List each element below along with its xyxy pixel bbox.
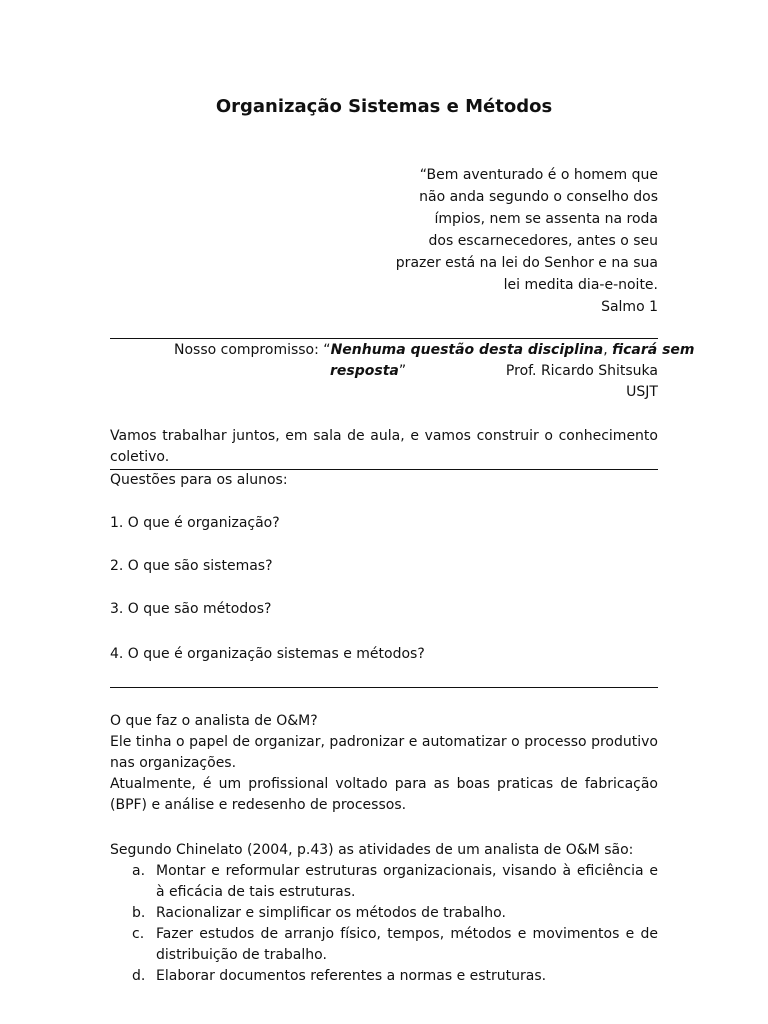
commitment-institution: USJT <box>626 384 658 400</box>
commitment-quote-end: resposta <box>330 363 399 379</box>
list-item <box>110 861 658 903</box>
divider <box>110 338 658 339</box>
epigraph-line: “Bem aventurado é o homem que <box>419 167 658 183</box>
question-item: 1. O que é organização? <box>110 515 280 531</box>
activities-section <box>110 840 658 987</box>
divider <box>110 469 658 470</box>
analyst-section <box>110 711 658 816</box>
epigraph-line: prazer está na lei do Senhor e na sua <box>395 255 658 271</box>
divider <box>110 687 658 688</box>
question-item: 3. O que são métodos? <box>110 601 272 617</box>
commitment-block <box>110 340 695 403</box>
analyst-paragraph: Ele tinha o papel de organizar, padronizar e automatizar o processo produtivo nas organizações. <box>110 734 658 771</box>
list-marker: c. <box>132 926 145 942</box>
epigraph-line: dos escarnecedores, antes o seu <box>428 233 658 249</box>
intro-paragraph: Vamos trabalhar juntos, em sala de aula, e vamos construir o conhecimento coletivo. <box>110 428 658 465</box>
list-marker: d. <box>132 968 146 984</box>
list-marker: a. <box>132 863 146 879</box>
activities-intro: Segundo Chinelato (2004, p.43) as atividades de um analista de O&M são: <box>110 842 634 858</box>
list-item <box>110 924 658 966</box>
page-title: Organização Sistemas e Métodos <box>215 96 553 117</box>
list-marker: b. <box>132 905 146 921</box>
epigraph <box>358 164 658 318</box>
analyst-heading: O que faz o analista de O&M? <box>110 713 318 729</box>
list-item <box>110 903 658 924</box>
question-item: 2. O que são sistemas? <box>110 558 273 574</box>
commitment-quote-cont: ficará sem <box>612 342 695 358</box>
epigraph-line: ímpios, nem se assenta na roda <box>434 211 658 227</box>
list-text: Fazer estudos de arranjo físico, tempos, métodos e movimentos e de distribuição de trabalho. <box>156 926 658 963</box>
questions-heading: Questões para os alunos: <box>110 472 288 488</box>
list-text: Elaborar documentos referentes a normas e estruturas. <box>156 968 547 984</box>
commitment-author: Prof. Ricardo Shitsuka <box>505 363 658 379</box>
quote-comma: , <box>603 342 608 358</box>
epigraph-line: lei medita dia-e-noite. <box>503 277 658 293</box>
list-text: Montar e reformular estruturas organizacionais, visando à eficiência e à eficácia de tais estruturas. <box>156 863 658 900</box>
close-quote: ” <box>398 363 407 379</box>
commitment-quote: Nenhuma questão desta disciplina <box>330 342 604 358</box>
commitment-label: Nosso compromisso: <box>174 342 319 358</box>
open-quote: “ <box>323 342 331 358</box>
epigraph-line: não anda segundo o conselho dos <box>419 189 658 205</box>
list-text: Racionalizar e simplificar os métodos de trabalho. <box>156 905 506 921</box>
question-item: 4. O que é organização sistemas e métodos? <box>110 646 425 662</box>
epigraph-source: Salmo 1 <box>601 299 658 315</box>
analyst-paragraph: Atualmente, é um profissional voltado para as boas praticas de fabricação (BPF) e análise e redesenho de processos. <box>110 776 658 813</box>
list-item <box>110 966 658 987</box>
